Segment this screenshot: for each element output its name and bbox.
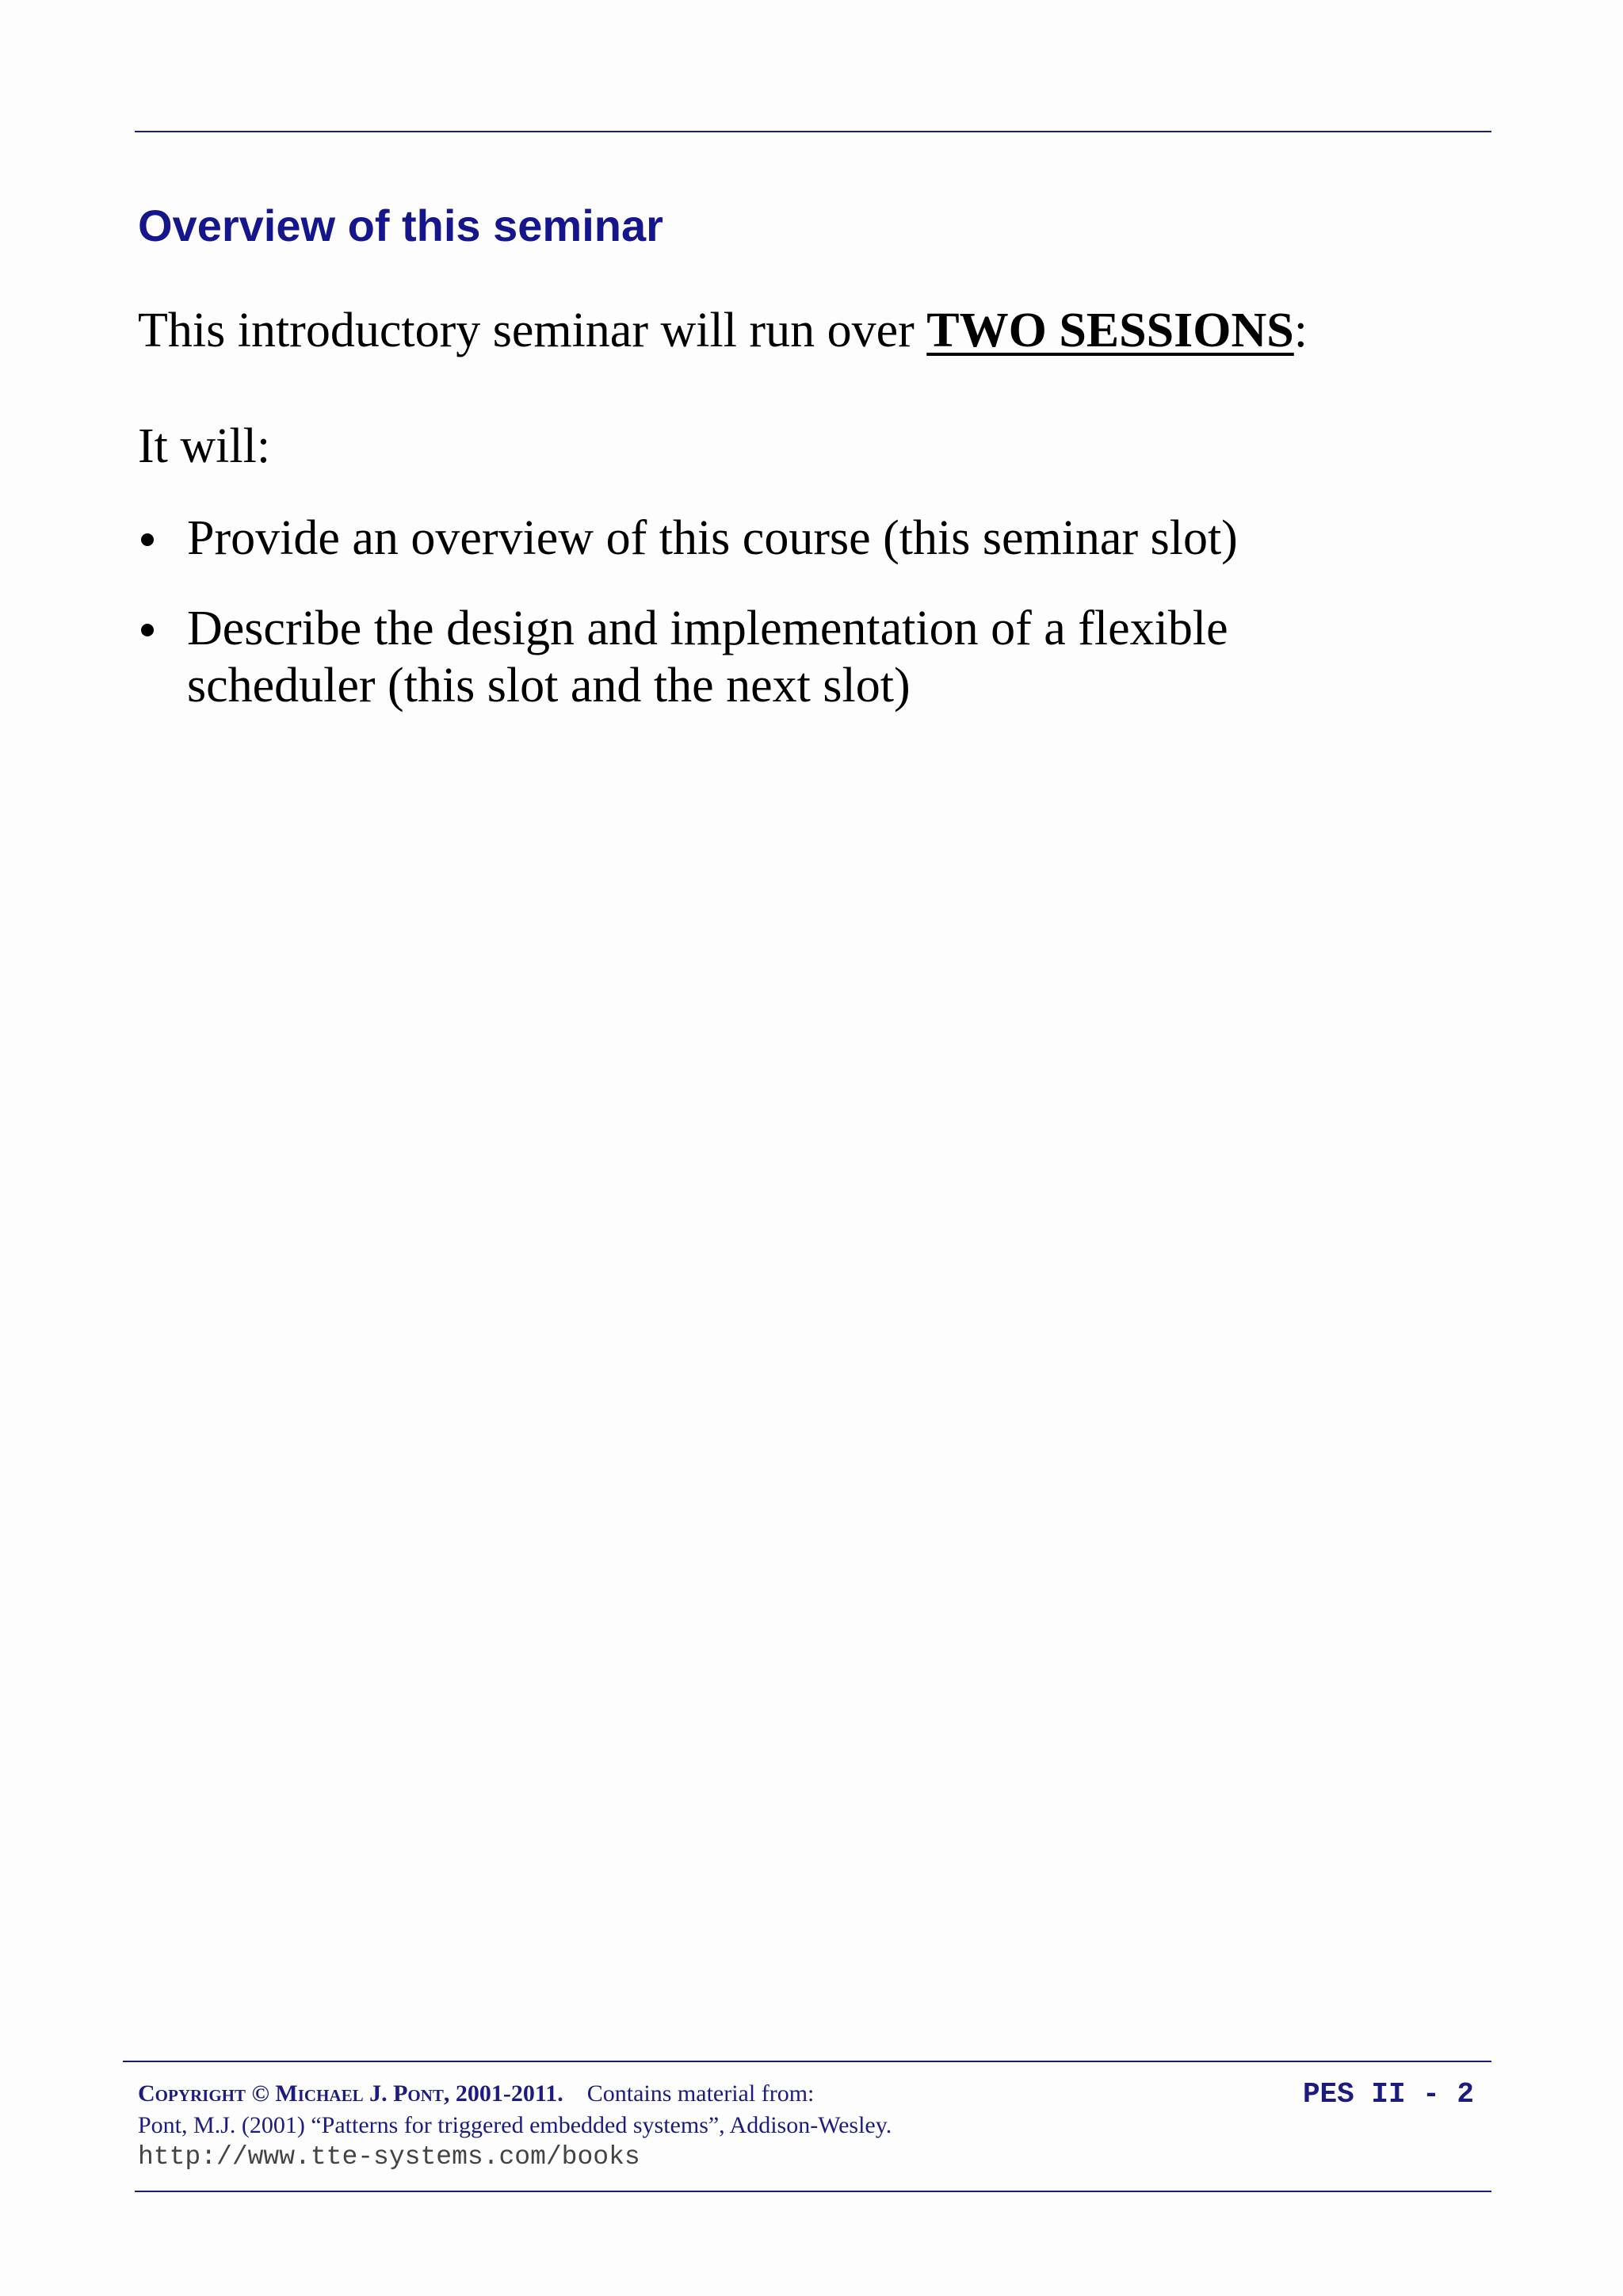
intro-emphasis: TWO SESSIONS: [926, 304, 1294, 357]
intro-colon: :: [1293, 304, 1308, 357]
citation-text: Pont, M.J. (2001) “Patterns for triggered embedded systems”, Addison-Wesley.: [138, 2112, 892, 2138]
top-divider: [135, 131, 1491, 132]
footer-url-link[interactable]: http://www.tte-systems.com/books: [138, 2142, 640, 2172]
footer: [138, 2078, 1477, 2173]
footer-top-divider: [123, 2061, 1491, 2062]
footer-copyright-line: [138, 2078, 1477, 2110]
list-item: [138, 510, 1406, 567]
bullet-icon: [141, 624, 154, 636]
contains-material-text: Contains material from:: [586, 2080, 815, 2107]
list-item: [138, 600, 1406, 714]
copyright-notice: Copyright © Michael J. Pont, 2001-2011.: [138, 2080, 563, 2107]
bullet-icon: [141, 533, 154, 546]
intro-text: This introductory seminar will run over: [138, 304, 927, 357]
bullet-text: Provide an overview of this course (this seminar slot): [187, 511, 1238, 565]
it-will-text: It will:: [138, 419, 271, 473]
bullet-list: [138, 510, 1406, 747]
bullet-text: Describe the design and implementation of a flexible scheduler (this slot and the next slot): [187, 602, 1228, 712]
page-number: PES II - 2: [1302, 2078, 1474, 2111]
footer-bottom-divider: [135, 2191, 1491, 2192]
intro-paragraph: [138, 303, 1308, 359]
page-title: Overview of this seminar: [138, 201, 663, 250]
